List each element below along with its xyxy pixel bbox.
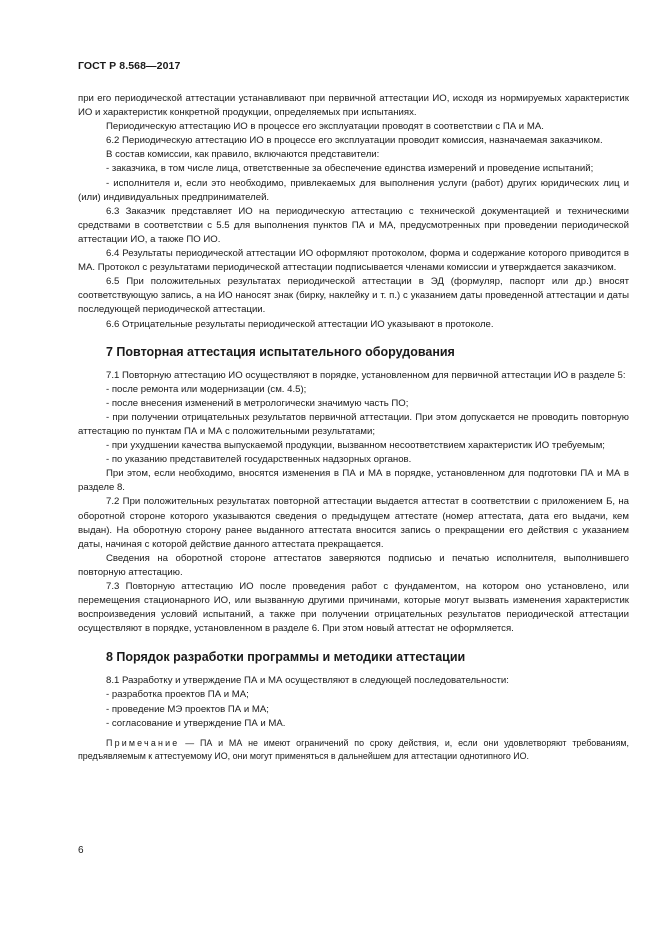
clause-7-2: 7.2 При положительных результатах повторной аттестации выдается аттестат в соответствии с приложением Б, на оборотной стороне которого указываются сведения о предыдущем аттестате (номер аттестата, дата его выдачи, кем выдан). На оборотную сторону ранее выданного аттестата вносится запись о прекращении его действия с указанием даты, начиная с которой действие данного аттестата прекращается.	[78, 496, 629, 550]
clause-6-3: 6.3 Заказчик представляет ИО на периодическую аттестацию с технической документацией и техническими средствами в соответствии с 5.5 для выполнения пунктов ПА и МА, предусмотренных при проведении периодической аттестации ИО, а также ПО ИО.	[78, 205, 629, 245]
paragraph: В состав комиссии, как правило, включаются представители:	[106, 149, 380, 161]
clause-6-2: 6.2 Периодическую аттестацию ИО в процессе его эксплуатации проводит комиссия, назначаемая заказчиком.	[106, 135, 603, 147]
list-item: - после ремонта или модернизации (см. 4.5);	[106, 383, 307, 395]
paragraph: При этом, если необходимо, вносятся изменения в ПА и МА в порядке, установленном для подготовки ПА и МА в разделе 8.	[78, 468, 629, 494]
note	[78, 737, 629, 764]
list-item: - по указанию представителей государственных надзорных органов.	[106, 454, 412, 466]
list-item: - заказчика, в том числе лица, ответственные за обеспечение единства измерений и проведение испытаний;	[106, 163, 594, 175]
clause-6-5: 6.5 При положительных результатах периодической аттестации в ЭД (формуляр, паспорт или др.) вносят соответствующую запись, а на ИО наносят знак (бирку, наклейку и т. п.) с указанием даты проведенной аттестации и даты последующей периодической аттестации.	[78, 276, 629, 316]
clause-7-3: 7.3 Повторную аттестацию ИО после проведения работ с фундаментом, на котором оно установлено, или перемещения стационарного ИО, или вызванную другими причинами, которые могут вызвать изменения характеристик воспроизведения условий испытаний, а также при получении отрицательных результатов периодической аттестации осуществляют в порядке, установленном в разделе 6. При этом новый аттестат не оформляется.	[78, 581, 629, 635]
note-text: ПА и МА не имеют ограничений по сроку действия, и, если они удовлетворяют требованиям, предъявляемым к аттестуемому ИО, они могут применяться в дальнейшем для аттестации однотипного ИО.	[78, 737, 629, 762]
section-8-title: 8 Порядок разработки программы и методики аттестации	[106, 650, 466, 665]
page-number: 6	[78, 845, 84, 856]
clause-7-1: 7.1 Повторную аттестацию ИО осуществляют в порядке, установленном для первичной аттестации ИО в разделе 5:	[106, 369, 626, 381]
list-item: - согласование и утверждение ПА и МА.	[106, 717, 286, 729]
paragraph: Периодическую аттестацию ИО в процессе его эксплуатации проводят в соответствии с ПА и МА.	[106, 121, 544, 133]
list-item: - проведение МЭ проектов ПА и МА;	[106, 703, 269, 715]
list-item: - разработка проектов ПА и МА;	[106, 689, 249, 701]
list-item: - после внесения изменений в метрологически значимую часть ПО;	[106, 397, 409, 409]
document-body	[78, 92, 629, 764]
note-dash: —	[179, 737, 200, 748]
paragraph: Сведения на оборотной стороне аттестатов заверяются подписью и печатью исполнителя, выполнившего повторную аттестацию.	[78, 552, 629, 578]
clause-6-4: 6.4 Результаты периодической аттестации ИО оформляют протоколом, форма и содержание которого приводится в МА. Протокол с результатами периодической аттестации подписывается членами комиссии и утверждается заказчиком.	[78, 248, 629, 274]
section-7-title: 7 Повторная аттестация испытательного оборудования	[106, 344, 455, 359]
clause-8-1: 8.1 Разработку и утверждение ПА и МА осуществляют в следующей последовательности:	[106, 675, 509, 687]
document-header: ГОСТ Р 8.568—2017	[78, 60, 181, 72]
list-item: - исполнителя и, если это необходимо, привлекаемых для выполнения услуги (работ) других юридических лиц и (или) индивидуальных предпринимателей.	[78, 177, 629, 203]
note-label: Примечание	[106, 737, 180, 748]
list-item: - при ухудшении качества выпускаемой продукции, вызванном несоответствием характеристик ИО требуемым;	[106, 440, 605, 452]
clause-6-6: 6.6 Отрицательные результаты периодической аттестации ИО указывают в протоколе.	[106, 318, 494, 330]
list-item: - при получении отрицательных результатов первичной аттестации. При этом допускается не проводить повторную аттестацию по пунктам ПА и МА с положительными результатами;	[78, 411, 629, 437]
paragraph: при его периодической аттестации устанавливают при первичной аттестации ИО, исходя из нормируемых характеристик ИО и характеристик конкретной продукции, определяемых при испытаниях.	[78, 93, 629, 119]
